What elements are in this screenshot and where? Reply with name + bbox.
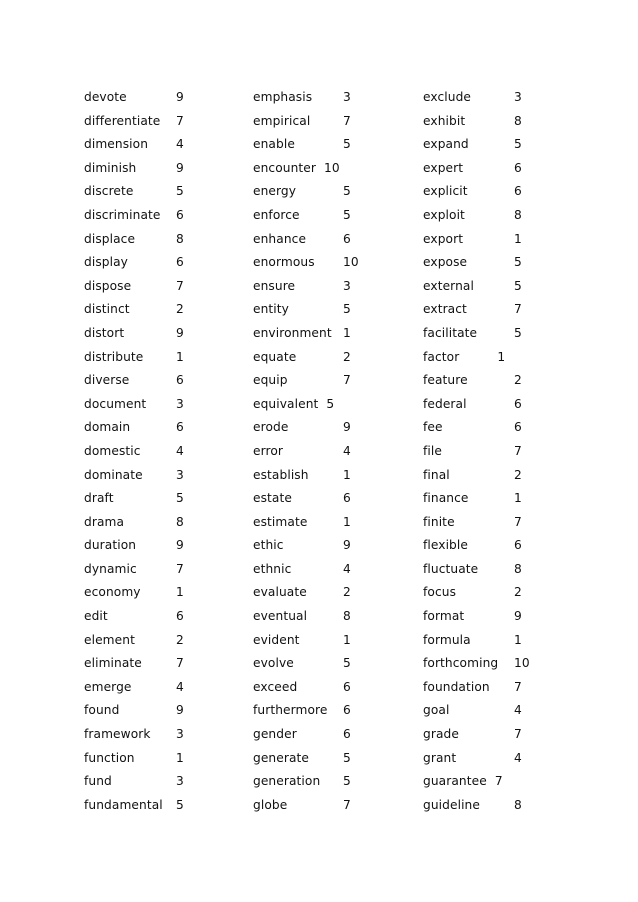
word-number: 7	[514, 679, 522, 694]
word-number: 2	[343, 585, 351, 600]
word-text: finance	[423, 491, 469, 506]
word-text: devote	[84, 90, 127, 104]
word-row	[423, 606, 593, 630]
word-row	[253, 370, 423, 394]
word-number: 6	[514, 160, 522, 175]
word-number: 5	[326, 396, 335, 411]
word-text: expose	[423, 255, 468, 270]
word-number: 5	[176, 491, 184, 506]
word-text: diminish	[84, 160, 137, 175]
word-text: economy	[84, 585, 141, 600]
word-row	[84, 87, 254, 111]
word-text: export	[423, 231, 464, 246]
word-text: equip	[253, 373, 288, 388]
word-number: 10	[324, 160, 340, 175]
word-row	[84, 134, 254, 158]
word-row	[423, 87, 593, 111]
word-row	[84, 653, 254, 677]
word-row	[84, 276, 254, 300]
word-text: emerge	[84, 679, 132, 694]
word-list-column-2	[253, 87, 423, 818]
word-text: dynamic	[84, 561, 137, 576]
word-number: 6	[343, 679, 351, 694]
word-row	[253, 606, 423, 630]
word-text: format	[423, 609, 465, 624]
word-number: 5	[514, 278, 522, 293]
word-number: 6	[176, 420, 184, 435]
word-row	[423, 441, 593, 465]
word-number: 6	[176, 255, 184, 270]
word-number: 2	[514, 373, 522, 388]
word-text: finite	[423, 514, 455, 529]
word-row	[423, 370, 593, 394]
word-text: exceed	[253, 679, 298, 694]
word-text: extract	[423, 302, 467, 317]
word-number: 1	[343, 325, 351, 340]
word-number: 5	[514, 255, 522, 270]
word-text: display	[84, 255, 128, 270]
word-row	[423, 111, 593, 135]
word-text: edit	[84, 609, 108, 624]
word-text: empirical	[253, 113, 311, 128]
word-text: factor	[423, 349, 460, 364]
word-text: federal	[423, 396, 467, 411]
word-text: evident	[253, 632, 300, 647]
word-text: explicit	[423, 184, 468, 199]
word-number: 5	[343, 137, 351, 152]
word-text: equate	[253, 349, 297, 364]
word-number: 6	[343, 703, 351, 718]
word-number: 3	[343, 278, 351, 293]
word-text: furthermore	[253, 703, 328, 718]
word-row	[253, 299, 423, 323]
word-row	[253, 653, 423, 677]
word-number: 10	[514, 656, 530, 671]
word-row	[253, 158, 423, 182]
word-text: guideline	[423, 797, 480, 812]
word-row	[84, 417, 254, 441]
word-number: 5	[343, 774, 351, 789]
word-row	[423, 252, 593, 276]
word-text: drama	[84, 514, 125, 529]
word-number: 1	[497, 349, 506, 364]
word-text: distinct	[84, 302, 130, 317]
word-text: expand	[423, 137, 469, 152]
word-text: file	[423, 443, 442, 458]
word-row	[423, 748, 593, 772]
word-text: domain	[84, 420, 131, 435]
word-number: 9	[343, 538, 351, 553]
word-text: function	[84, 750, 135, 765]
word-text: foundation	[423, 679, 490, 694]
word-text: encounter	[253, 160, 317, 175]
word-row	[84, 111, 254, 135]
word-row	[253, 748, 423, 772]
word-row	[84, 724, 254, 748]
word-text: flexible	[423, 538, 468, 553]
word-text: differentiate	[84, 113, 161, 128]
word-row	[84, 465, 254, 489]
word-text: dimension	[84, 137, 149, 152]
word-text: establish	[253, 467, 309, 482]
word-row	[84, 748, 254, 772]
word-row	[84, 347, 254, 371]
word-row	[423, 488, 593, 512]
word-row	[253, 724, 423, 748]
word-number: 8	[514, 207, 522, 222]
word-row	[253, 394, 423, 418]
word-number: 8	[514, 561, 522, 576]
word-row	[423, 417, 593, 441]
word-number: 5	[514, 325, 522, 340]
word-number: 7	[514, 443, 522, 458]
word-number: 8	[514, 113, 522, 128]
word-row	[84, 535, 254, 559]
word-text: found	[84, 703, 120, 718]
word-row	[253, 87, 423, 111]
word-number: 1	[343, 514, 351, 529]
word-text: feature	[423, 373, 468, 388]
word-number: 5	[343, 184, 351, 199]
word-number: 7	[176, 656, 184, 671]
word-text: enforce	[253, 207, 300, 222]
word-row	[253, 441, 423, 465]
word-number: 6	[176, 373, 184, 388]
word-number: 10	[343, 255, 359, 270]
word-row	[84, 323, 254, 347]
word-number: 3	[176, 774, 184, 789]
word-number: 3	[176, 467, 184, 482]
word-text: goal	[423, 703, 450, 718]
word-text: eventual	[253, 609, 308, 624]
word-text: focus	[423, 585, 457, 600]
word-number: 4	[343, 561, 351, 576]
word-row	[84, 370, 254, 394]
word-text: distort	[84, 325, 125, 340]
word-row	[253, 582, 423, 606]
word-text: grade	[423, 727, 459, 742]
word-text: generate	[253, 750, 310, 765]
word-number: 6	[514, 396, 522, 411]
word-text: domestic	[84, 443, 141, 458]
word-number: 4	[514, 750, 522, 765]
word-text: exploit	[423, 207, 465, 222]
word-number: 4	[514, 703, 522, 718]
word-row	[253, 677, 423, 701]
word-number: 5	[343, 656, 351, 671]
word-number: 1	[176, 349, 184, 364]
word-text: expert	[423, 160, 464, 175]
word-row	[84, 441, 254, 465]
word-number: 9	[514, 609, 522, 624]
word-text: fund	[84, 774, 112, 789]
word-row	[253, 252, 423, 276]
word-text: gender	[253, 727, 297, 742]
word-row	[423, 181, 593, 205]
word-number: 9	[176, 703, 184, 718]
word-number: 9	[343, 420, 351, 435]
word-number: 7	[176, 561, 184, 576]
word-row	[423, 771, 593, 795]
word-text: grant	[423, 750, 457, 765]
word-row	[423, 630, 593, 654]
word-row	[84, 582, 254, 606]
word-text: globe	[253, 797, 288, 812]
word-number: 7	[176, 278, 184, 293]
word-number: 5	[343, 207, 351, 222]
word-number: 9	[176, 160, 184, 175]
word-number: 1	[514, 632, 522, 647]
word-text: final	[423, 467, 450, 482]
word-text: discriminate	[84, 207, 161, 222]
word-row	[84, 559, 254, 583]
word-number: 4	[343, 443, 351, 458]
word-row	[253, 205, 423, 229]
word-row	[423, 700, 593, 724]
word-row	[253, 512, 423, 536]
word-number: 4	[176, 443, 184, 458]
word-row	[423, 512, 593, 536]
word-number: 5	[343, 302, 351, 317]
word-text: diverse	[84, 373, 130, 388]
word-row	[253, 488, 423, 512]
word-text: ethnic	[253, 561, 292, 576]
word-text: discrete	[84, 184, 134, 199]
word-text: generation	[253, 774, 321, 789]
word-number: 5	[176, 797, 184, 812]
word-number: 7	[343, 113, 351, 128]
word-number: 4	[176, 679, 184, 694]
word-row	[84, 512, 254, 536]
word-row	[423, 653, 593, 677]
word-row	[84, 158, 254, 182]
word-text: eliminate	[84, 656, 142, 671]
word-row	[84, 181, 254, 205]
word-number: 6	[514, 184, 522, 199]
word-number: 5	[343, 750, 351, 765]
word-row	[423, 582, 593, 606]
word-row	[423, 465, 593, 489]
word-row	[423, 394, 593, 418]
word-number: 6	[343, 491, 351, 506]
word-number: 5	[514, 137, 522, 152]
word-number: 3	[514, 90, 522, 104]
word-row	[253, 417, 423, 441]
word-number: 7	[494, 774, 503, 789]
word-row	[423, 535, 593, 559]
word-text: document	[84, 396, 147, 411]
word-text: enormous	[253, 255, 315, 270]
word-text: distribute	[84, 349, 144, 364]
word-number: 2	[176, 632, 184, 647]
word-number: 8	[176, 514, 184, 529]
word-text: equivalent	[253, 396, 319, 411]
word-row	[84, 677, 254, 701]
word-row	[423, 677, 593, 701]
word-number: 6	[343, 231, 351, 246]
word-text: formula	[423, 632, 471, 647]
word-text: enhance	[253, 231, 307, 246]
word-number: 7	[343, 373, 351, 388]
word-number: 5	[176, 184, 184, 199]
word-list-column-3	[423, 87, 593, 818]
word-number: 9	[176, 325, 184, 340]
word-row	[84, 488, 254, 512]
word-text: exclude	[423, 90, 472, 104]
word-row	[423, 299, 593, 323]
word-row	[253, 229, 423, 253]
word-number: 3	[343, 90, 351, 104]
word-text: forthcoming	[423, 656, 499, 671]
word-number: 2	[176, 302, 184, 317]
word-text: external	[423, 278, 474, 293]
word-number: 8	[514, 797, 522, 812]
word-row	[423, 559, 593, 583]
word-text: framework	[84, 727, 151, 742]
word-number: 1	[514, 231, 522, 246]
word-text: exhibit	[423, 113, 466, 128]
word-row	[253, 181, 423, 205]
word-number: 7	[514, 727, 522, 742]
word-row	[84, 229, 254, 253]
word-text: draft	[84, 491, 114, 506]
word-row	[253, 111, 423, 135]
word-text: environment	[253, 325, 332, 340]
word-number: 1	[176, 585, 184, 600]
word-text: evaluate	[253, 585, 307, 600]
word-number: 1	[514, 491, 522, 506]
word-number: 4	[176, 137, 184, 152]
word-number: 1	[176, 750, 184, 765]
word-number: 6	[343, 727, 351, 742]
word-text: entity	[253, 302, 289, 317]
word-row	[253, 559, 423, 583]
word-number: 2	[343, 349, 351, 364]
word-row	[253, 347, 423, 371]
word-text: facilitate	[423, 325, 478, 340]
word-row	[423, 323, 593, 347]
word-text: dispose	[84, 278, 132, 293]
word-text: fee	[423, 420, 443, 435]
word-row	[423, 724, 593, 748]
word-row	[423, 205, 593, 229]
word-row	[253, 630, 423, 654]
word-row	[84, 299, 254, 323]
word-text: displace	[84, 231, 136, 246]
word-text: estate	[253, 491, 292, 506]
word-number: 6	[514, 538, 522, 553]
word-text: evolve	[253, 656, 294, 671]
word-row	[423, 276, 593, 300]
word-row	[84, 252, 254, 276]
word-row	[423, 347, 593, 371]
word-number: 6	[514, 420, 522, 435]
word-text: dominate	[84, 467, 143, 482]
word-text: ensure	[253, 278, 296, 293]
word-number: 6	[176, 207, 184, 222]
word-row	[253, 276, 423, 300]
word-row	[253, 134, 423, 158]
word-row	[84, 630, 254, 654]
word-row	[253, 465, 423, 489]
word-text: estimate	[253, 514, 308, 529]
word-text: duration	[84, 538, 137, 553]
word-text: guarantee	[423, 774, 487, 789]
word-number: 7	[514, 302, 522, 317]
word-number: 1	[343, 632, 351, 647]
word-row	[423, 158, 593, 182]
word-number: 7	[343, 797, 351, 812]
word-number: 7	[176, 113, 184, 128]
word-number: 8	[176, 231, 184, 246]
word-row	[423, 134, 593, 158]
word-text: enable	[253, 137, 295, 152]
word-text: element	[84, 632, 135, 647]
word-number: 8	[343, 609, 351, 624]
word-row	[84, 795, 254, 819]
word-number: 3	[176, 396, 184, 411]
word-number: 1	[343, 467, 351, 482]
word-number: 2	[514, 585, 522, 600]
word-row	[84, 394, 254, 418]
word-row	[253, 700, 423, 724]
word-row	[423, 229, 593, 253]
word-row	[253, 323, 423, 347]
word-row	[84, 205, 254, 229]
word-text: error	[253, 443, 284, 458]
word-text: fundamental	[84, 797, 163, 812]
word-number: 6	[176, 609, 184, 624]
word-text: erode	[253, 420, 289, 435]
word-number: 3	[176, 727, 184, 742]
word-row	[84, 771, 254, 795]
word-row	[84, 700, 254, 724]
word-list-column-1	[84, 87, 254, 818]
word-text: emphasis	[253, 90, 313, 104]
word-number: 2	[514, 467, 522, 482]
word-text: energy	[253, 184, 297, 199]
word-row	[423, 795, 593, 819]
word-row	[84, 606, 254, 630]
word-number: 9	[176, 90, 184, 104]
word-row	[253, 795, 423, 819]
word-row	[253, 535, 423, 559]
word-number: 9	[176, 538, 184, 553]
word-number: 7	[514, 514, 522, 529]
word-row	[253, 771, 423, 795]
word-text: fluctuate	[423, 561, 479, 576]
word-text: ethic	[253, 538, 284, 553]
